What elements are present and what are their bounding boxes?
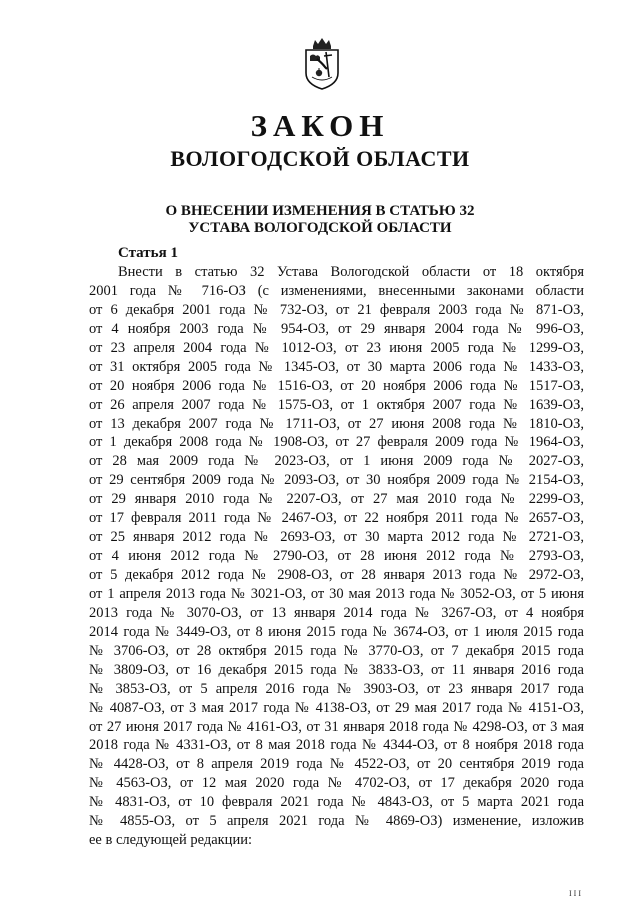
- body-line: № 4855-ОЗ, от 5 апреля 2021 года № 4869-ОЗ) изменение, изложив: [89, 813, 584, 830]
- page-mark: III: [569, 889, 583, 898]
- body-line: от 5 декабря 2012 года № 2908-ОЗ, от 28 января 2013 года № 2972-ОЗ,: [89, 567, 584, 583]
- body-line: № 3809-ОЗ, от 16 декабря 2015 года № 3833-ОЗ, от 11 января 2016 года: [89, 661, 584, 678]
- body-line: 2014 года № 3449-ОЗ, от 8 июня 2015 года № 3674-ОЗ, от 1 июля 2015 года: [89, 623, 584, 640]
- body-line: ее в следующей редакции:: [89, 832, 252, 849]
- body-line: от 23 апреля 2004 года № 1012-ОЗ, от 23 июня 2005 года № 1299-ОЗ,: [89, 339, 584, 356]
- body-line: от 27 июня 2017 года № 4161-ОЗ, от 31 января 2018 года № 4298-ОЗ, от 3 мая: [89, 718, 584, 735]
- article-body: [89, 263, 584, 850]
- body-line: № 3853-ОЗ, от 5 апреля 2016 года № 3903-ОЗ, от 23 января 2017 года: [89, 680, 584, 697]
- region-title: ВОЛОГОДСКОЙ ОБЛАСТИ: [170, 146, 470, 171]
- body-line: от 25 января 2012 года № 2693-ОЗ, от 30 марта 2012 года № 2721-ОЗ,: [89, 529, 584, 546]
- document-title-line: УСТАВА ВОЛОГОДСКОЙ ОБЛАСТИ: [188, 220, 452, 236]
- body-line: № 4428-ОЗ, от 8 апреля 2019 года № 4522-ОЗ, от 20 сентября 2019 года: [89, 756, 584, 773]
- body-line: от 4 ноября 2003 года № 954-ОЗ, от 29 января 2004 года № 996-ОЗ,: [89, 320, 584, 337]
- body-line: № 4831-ОЗ, от 10 февраля 2021 года № 4843-ОЗ, от 5 марта 2021 года: [89, 794, 584, 811]
- body-line: от 26 апреля 2007 года № 1575-ОЗ, от 1 октября 2007 года № 1639-ОЗ,: [89, 396, 584, 413]
- body-line: № 4563-ОЗ, от 12 мая 2020 года № 4702-ОЗ, от 17 декабря 2020 года: [89, 775, 584, 792]
- body-line: № 3706-ОЗ, от 28 октября 2015 года № 3770-ОЗ, от 7 декабря 2015 года: [89, 642, 584, 659]
- body-line: от 1 апреля 2013 года № 3021-ОЗ, от 30 мая 2013 года № 3052-ОЗ, от 5 июня: [89, 585, 584, 602]
- body-line: 2013 года № 3070-ОЗ, от 13 января 2014 года № 3267-ОЗ, от 4 ноября: [89, 604, 584, 621]
- document-title-line: О ВНЕСЕНИИ ИЗМЕНЕНИЯ В СТАТЬЮ 32: [165, 203, 475, 219]
- body-line: от 29 сентября 2009 года № 2093-ОЗ, от 30 ноября 2009 года № 2154-ОЗ,: [89, 472, 584, 489]
- coat-of-arms-icon: [302, 37, 342, 90]
- body-line: от 29 января 2010 года № 2207-ОЗ, от 27 мая 2010 года № 2299-ОЗ,: [89, 491, 584, 508]
- body-line: от 6 декабря 2001 года № 732-ОЗ, от 21 февраля 2003 года № 871-ОЗ,: [89, 301, 584, 318]
- body-line: Внести в статью 32 Устава Вологодской области от 18 октября: [118, 264, 584, 280]
- article-heading: Статья 1: [118, 245, 178, 261]
- body-line: 2018 года № 4331-ОЗ, от 8 мая 2018 года № 4344-ОЗ, от 8 ноября 2018 года: [89, 737, 584, 754]
- body-line: от 1 декабря 2008 года № 1908-ОЗ, от 27 февраля 2009 года № 1964-ОЗ,: [89, 434, 584, 451]
- body-line: 2001 года № 716-ОЗ (с изменениями, внесенными законами области: [89, 282, 584, 299]
- body-line: от 13 декабря 2007 года № 1711-ОЗ, от 27 июня 2008 года № 1810-ОЗ,: [89, 415, 584, 432]
- body-line: от 31 октября 2005 года № 1345-ОЗ, от 30 марта 2006 года № 1433-ОЗ,: [89, 358, 584, 375]
- body-line: № 4087-ОЗ, от 3 мая 2017 года № 4138-ОЗ, от 29 мая 2017 года № 4151-ОЗ,: [89, 699, 584, 716]
- document-title: [0, 203, 640, 237]
- law-title: ЗАКОН: [250, 108, 390, 143]
- body-line: от 17 февраля 2011 года № 2467-ОЗ, от 22 ноября 2011 года № 2657-ОЗ,: [89, 510, 584, 527]
- body-line: от 28 мая 2009 года № 2023-ОЗ, от 1 июня 2009 года № 2027-ОЗ,: [89, 453, 584, 470]
- body-line: от 4 июня 2012 года № 2790-ОЗ, от 28 июня 2012 года № 2793-ОЗ,: [89, 548, 584, 565]
- body-line: от 20 ноября 2006 года № 1516-ОЗ, от 20 ноября 2006 года № 1517-ОЗ,: [89, 377, 584, 394]
